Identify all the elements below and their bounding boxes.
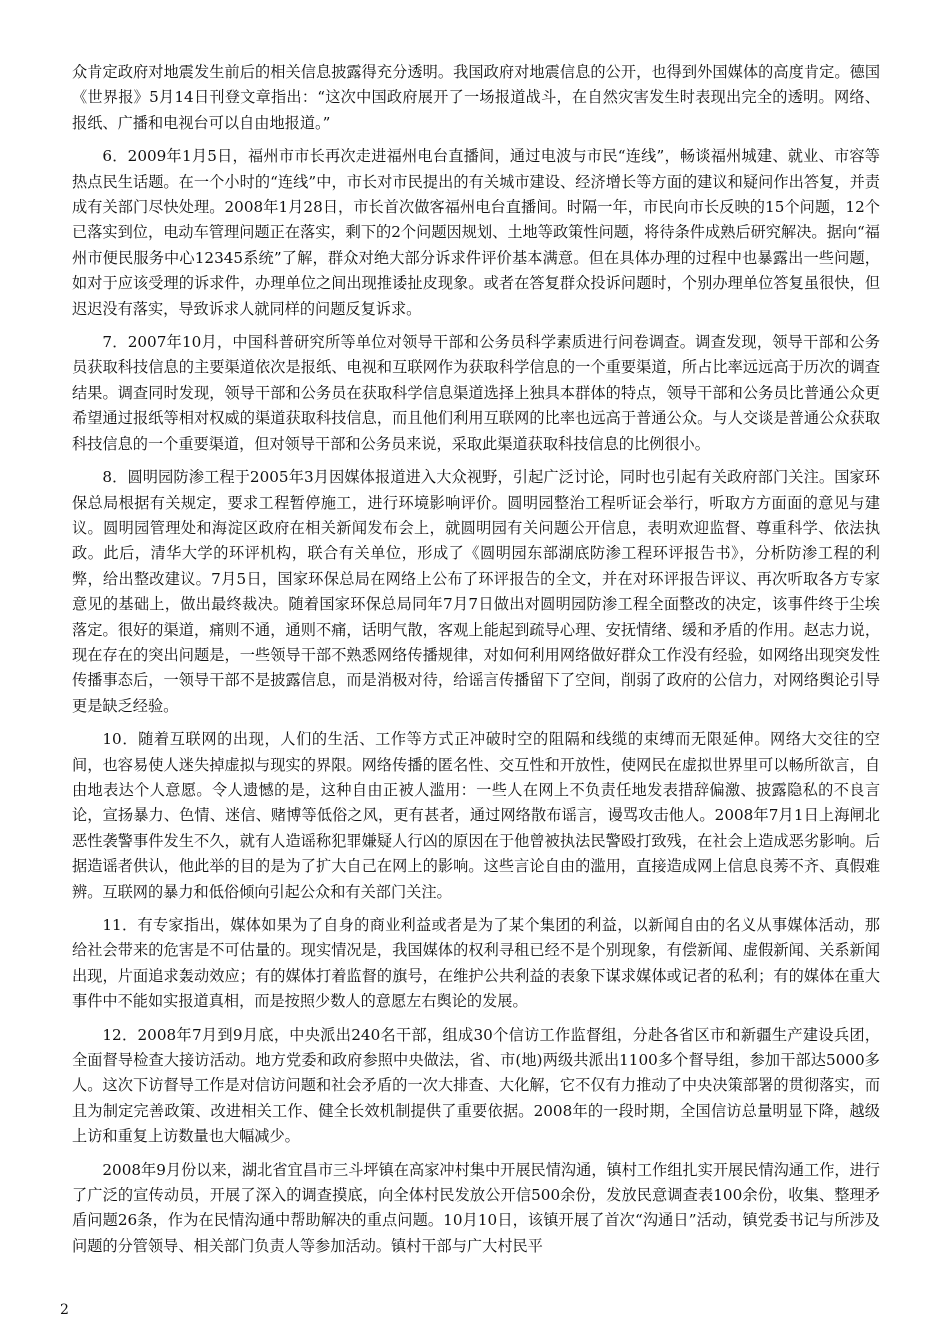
paragraph-continued: 众肯定政府对地震发生前后的相关信息披露得充分透明。我国政府对地震信息的公开，也得到外国媒体的高度肯定。德国《世界报》5月14日刊登文章指出：“这次中国政府展开了一场报道战斗，在自然灾害发生时表现出完全的透明。网络、报纸、广播和电视台可以自由地报道。” bbox=[72, 63, 880, 132]
paragraph-10: 10．随着互联网的出现，人们的生活、工作等方式正冲破时空的阻隔和线缆的束缚而无限延伸。网络大交往的空间，也容易使人迷失掉虚拟与现实的界限。网络传播的匿名性、交互性和开放性，使网民在虚拟世界里可以畅所欲言，自由地表达个人意愿。令人遗憾的是，这种自由正被人滥用：一些人在网上不负责任地发表措辞偏激、披露隐私的不良言论，宣扬暴力、色情、迷信、赌博等低俗之风，更有甚者，通过网络散布谣言，谩骂攻击他人。2008年7月1日上海闸北恶性袭警事件发生不久，就有人造谣称犯罪嫌疑人行凶的原因在于他曾被执法民警殴打致残，在社会上造成恶劣影响。后据造谣者供认，他此举的目的是为了扩大自己在网上的影响。这些言论自由的滥用，直接造成网上信息良莠不齐、真假难辨。互联网的暴力和低俗倾向引起公众和有关部门关注。 bbox=[72, 730, 880, 901]
paragraph-11: 11．有专家指出，媒体如果为了自身的商业利益或者是为了某个集团的利益，以新闻自由的名义从事媒体活动，那给社会带来的危害是不可估量的。现实情况是，我国媒体的权利寻租已经不是个别现象，有偿新闻、虚假新闻、关系新闻出现，片面追求轰动效应；有的媒体打着监督的旗号，在维护公共利益的表象下谋求媒体或记者的私利；有的媒体在重大事件中不能如实报道真相，而是按照少数人的意愿左右舆论的发展。 bbox=[72, 916, 880, 1011]
page-number: 2 bbox=[60, 1302, 69, 1318]
paragraph-hubei: 2008年9月份以来，湖北省宜昌市三斗坪镇在高家冲村集中开展民情沟通，镇村工作组扎实开展民情沟通工作，进行了广泛的宣传动员，开展了深入的调查摸底，向全体村民发放公开信500余份，发放民意调查表100余份，收集、整理矛盾问题26条，作为在民情沟通中帮助解决的重点问题。10月10日，该镇开展了首次“沟通日”活动，镇党委书记与所涉及问题的分管领导、相关部门负责人等参加活动。镇村干部与广大村民平 bbox=[72, 1160, 880, 1255]
paragraph-7: 7．2007年10月，中国科普研究所等单位对领导干部和公务员科学素质进行问卷调查。调查发现，领导干部和公务员获取科技信息的主要渠道依次是报纸、电视和互联网作为获取科学信息的一个重要渠道，所占比率远远高于历次的调查结果。调查同时发现，领导干部和公务员在获取科学信息渠道选择上独具本群体的特点，领导干部和公务员比普通公众更希望通过报纸等相对权威的渠道获取科技信息，而且他们利用互联网的比率也远高于普通公众。与人交谈是普通公众获取科技信息的一个重要渠道，但对领导干部和公务员来说，采取此渠道获取科技信息的比例很小。 bbox=[72, 333, 880, 453]
document-body bbox=[72, 60, 880, 1267]
paragraph-6: 6．2009年1月5日，福州市市长再次走进福州电台直播间，通过电波与市民“连线”，畅谈福州城建、就业、市容等热点民生话题。在一个小时的“连线”中，市长对市民提出的有关城市建设、经济增长等方面的建议和疑问作出答复，并责成有关部门尽快处理。2008年1月28日，市长首次做客福州电台直播间。时隔一年，市民向市长反映的15个问题，12个已落实到位，电动车管理问题正在落实，剩下的2个问题因规划、土地等政策性问题，将待条件成熟后研究解决。据向“福州市便民服务中心12345系统”了解，群众对绝大部分诉求件评价基本满意。但在具体办理的过程中也暴露出一些问题，如对于应该受理的诉求件，办理单位之间出现推诿扯皮现象。或者在答复群众投诉问题时，个别办理单位答复虽很快，但迟迟没有落实，导致诉求人就同样的问题反复诉求。 bbox=[72, 147, 880, 318]
paragraph-8: 8．圆明园防渗工程于2005年3月因媒体报道进入大众视野，引起广泛讨论，同时也引起有关政府部门关注。国家环保总局根据有关规定，要求工程暂停施工，进行环境影响评价。圆明园整治工程听证会举行，听取方方面面的意见与建议。圆明园管理处和海淀区政府在相关新闻发布会上，就圆明园有关问题公开信息，表明欢迎监督、尊重科学、依法执政。此后，清华大学的环评机构，联合有关单位，形成了《圆明园东部湖底防渗工程环评报告书》，分析防渗工程的利弊，给出整改建议。7月5日，国家环保总局在网络上公布了环评报告的全文，并在对环评报告评议、再次听取各方专家意见的基础上，做出最终裁决。随着国家环保总局同年7月7日做出对圆明园防渗工程全面整改的决定，该事件终于尘埃落定。很好的渠道，痛则不通，通则不痛，话明气散，客观上能起到疏导心理、安抚情绪、缓和矛盾的作用。赵志力说，现在存在的突出问题是，一些领导干部不熟悉网络传播规律，对如何利用网络做好群众工作没有经验，如网络出现突发性传播事态后，一领导干部不是披露信息，而是消极对待，给谣言传播留下了空间，削弱了政府的公信力，对网络舆论引导更是缺乏经验。 bbox=[72, 468, 880, 715]
paragraph-12: 12．2008年7月到9月底，中央派出240名干部，组成30个信访工作监督组，分赴各省区市和新疆生产建设兵团，全面督导检查大接访活动。地方党委和政府参照中央做法，省、市(地)两级共派出1100多个督导组，参加干部达5000多人。这次下访督导工作是对信访问题和社会矛盾的一次大排查、大化解，它不仅有力推动了中央决策部署的贯彻落实，而且为制定完善政策、改进相关工作、健全长效机制提供了重要依据。2008年的一段时期，全国信访总量明显下降，越级上访和重复上访数量也大幅减少。 bbox=[72, 1025, 880, 1146]
